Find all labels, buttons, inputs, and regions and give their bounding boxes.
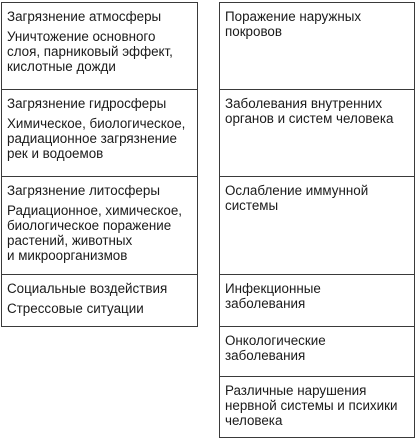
cell-text: Заболевания внутренних органов и систем человека bbox=[225, 96, 394, 126]
cell-text: Различные нарушения нервной системы и психики человека bbox=[225, 383, 398, 428]
cell-heading: Социальные воздействия bbox=[7, 281, 168, 296]
cell-heading: Загрязнение литосферы bbox=[7, 183, 160, 198]
cell-text: Радиационное, химическое, биологическое поражение растений, животных и микроорганизмов bbox=[7, 203, 182, 263]
cell-infectious bbox=[220, 274, 414, 326]
cell-immune-weakening bbox=[220, 176, 414, 274]
cell-lithosphere bbox=[2, 176, 197, 274]
cell-oncological bbox=[220, 326, 414, 376]
cell-text: Онкологические заболевания bbox=[225, 333, 326, 363]
cell-atmosphere bbox=[2, 3, 197, 89]
cell-text: Стрессовые ситуации bbox=[7, 301, 144, 316]
cell-skin-damage bbox=[220, 3, 414, 89]
cell-hydrosphere bbox=[2, 89, 197, 176]
right-column-table bbox=[219, 2, 415, 438]
cell-text: Химическое, биологическое, радиационное загрязнение рек и водоемов bbox=[7, 116, 186, 161]
left-column-table bbox=[1, 2, 198, 327]
cell-internal-diseases bbox=[220, 89, 414, 176]
cell-heading: Загрязнение атмосферы bbox=[7, 9, 162, 24]
cell-text: Поражение наружных покровов bbox=[225, 9, 362, 39]
cell-social bbox=[2, 274, 197, 326]
cell-text: Уничтожение основного слоя, парниковый эффект, кислотные дожди bbox=[7, 29, 173, 74]
cell-heading: Загрязнение гидросферы bbox=[7, 96, 167, 111]
cell-text: Ослабление иммунной системы bbox=[225, 183, 369, 213]
cell-text: Инфекционные заболевания bbox=[225, 281, 321, 311]
cell-nervous-disorders bbox=[220, 376, 414, 437]
